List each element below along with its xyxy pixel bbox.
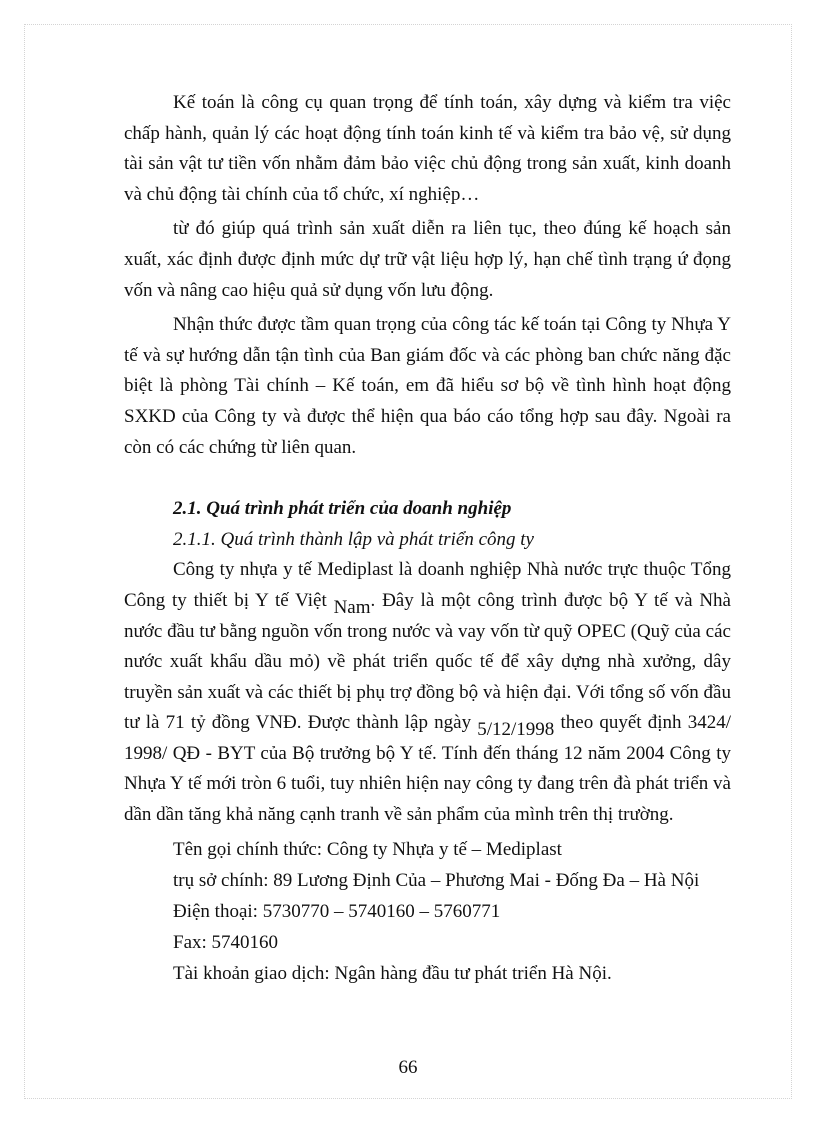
history-text-3: theo quyết định 3424/ 1998/ QĐ - BYT của Bộ trưởng bộ Y tế. Tính đến tháng 12 năm 2004 Công ty Nhựa Y tế mới tròn 6 tuổi, tuy nhiên hiện nay công ty đang trên đà phát triển và dần dần tăng khả năng cạnh tranh về sản phẩm của mình trên thị trường.	[124, 712, 731, 826]
company-info-block	[173, 834, 731, 989]
paragraph-awareness: Nhận thức được tầm quan trọng của công tác kế toán tại Công ty Nhựa Y tế và sự hướng dẫn tận tình của Ban giám đốc và các phòng ban chức năng đặc biệt là phòng Tài chính – Kế toán, em đã hiểu sơ bộ về tình hình hoạt động SXKD của Công ty và được thể hiện qua báo cáo tổng hợp sau đây. Ngoài ra còn có các chứng từ liên quan.	[124, 314, 731, 458]
section-heading: 2.1. Quá trình phát triển của doanh nghiệp	[173, 498, 512, 520]
company-address-line: trụ sở chính: 89 Lương Định Của – Phương Mai - Đống Đa – Hà Nội	[173, 869, 700, 891]
history-text-1: Công ty nhựa y tế Mediplast là doanh nghiệp Nhà nước trực thuộc Tổng Công ty thiết bị Y tế Việt	[124, 559, 731, 611]
company-phone-line: Điện thoại: 5730770 – 5740160 – 5760771	[173, 900, 501, 922]
founding-date: 5/12/1998	[477, 719, 555, 741]
paragraph-accounting-role: Kế toán là công cụ quan trọng để tính toán, xây dựng và kiểm tra việc chấp hành, quản lý các hoạt động tính toán kinh tế và kiểm tra bảo vệ, sử dụng tài sản vật tư tiền vốn nhằm đảm bảo việc chủ động trong sản xuất, kinh doanh và chủ động tài chính của tổ chức, xí nghiệp…	[124, 92, 731, 205]
company-fax-line: Fax: 5740160	[173, 931, 279, 953]
history-text-2: . Đây là một công trình được bộ Y tế và Nhà nước đầu tư bằng nguồn vốn trong nước và vay vốn từ quỹ OPEC (Quỹ của các nước xuất khẩu dầu mỏ) về phát triển quốc tế để xây dựng nhà xưởng, dây truyền sản xuất và các thiết bị phụ trợ đồng bộ và hiện đại. Với tổng số vốn đầu tư là 71 tỷ đồng VNĐ. Được thành lập ngày	[124, 589, 731, 734]
paragraph-company-history	[124, 555, 731, 830]
page-number: 66	[398, 1057, 418, 1078]
document-body	[124, 88, 731, 989]
company-account-line: Tài khoản giao dịch: Ngân hàng đầu tư phát triển Hà Nội.	[173, 962, 612, 984]
subsection-heading: 2.1.1. Quá trình thành lập và phát triển công ty	[173, 528, 534, 550]
history-text-nam: Nam	[333, 596, 371, 618]
paragraph-production-benefit: từ đó giúp quá trình sản xuất diễn ra liên tục, theo đúng kế hoạch sản xuất, xác định được định mức dự trữ vật liệu hợp lý, hạn chế tình trạng ứ đọng vốn và nâng cao hiệu quả sử dụng vốn lưu động.	[124, 218, 731, 301]
company-name-line: Tên gọi chính thức: Công ty Nhựa y tế – Mediplast	[173, 838, 562, 860]
